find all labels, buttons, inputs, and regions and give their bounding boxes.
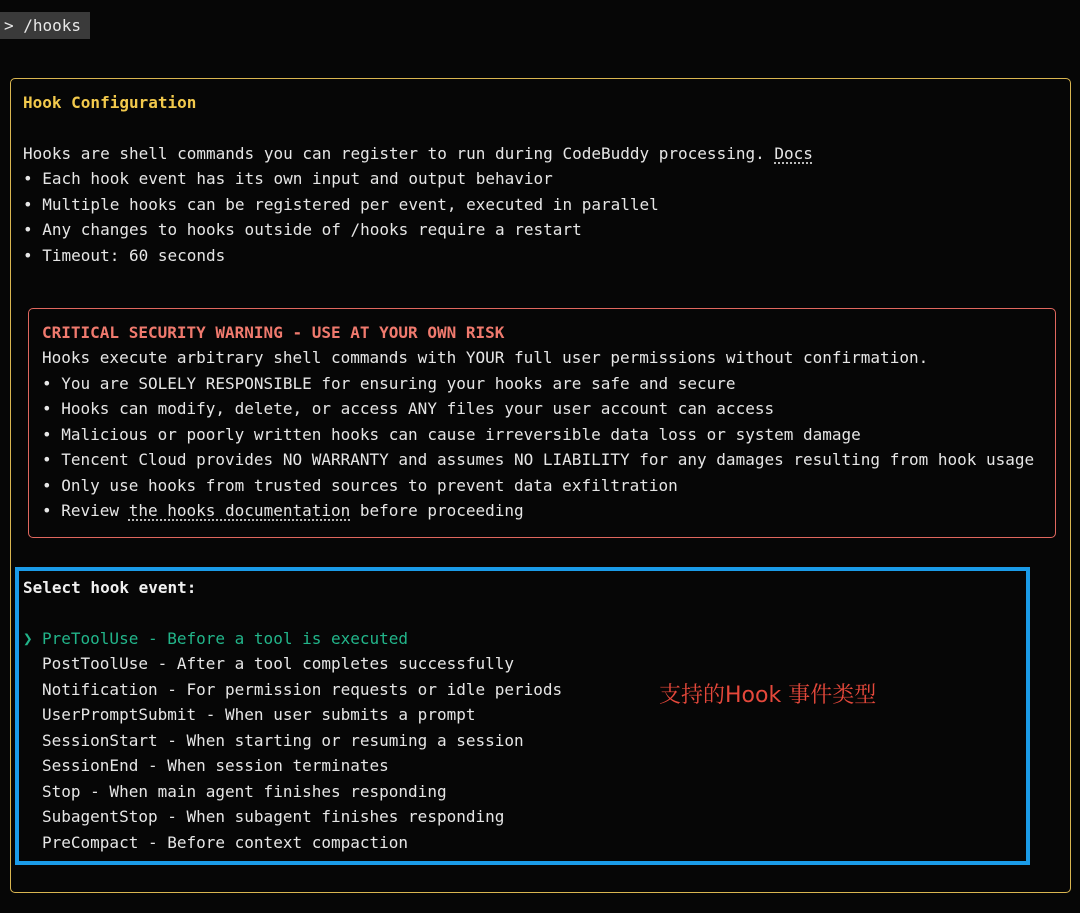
hook-option-userpromptsubmit[interactable]: UserPromptSubmit - When user submits a prompt	[42, 705, 476, 724]
review-suffix: before proceeding	[350, 501, 524, 520]
config-bullet: • Any changes to hooks outside of /hooks require a restart	[23, 220, 582, 239]
hook-option-precompact[interactable]: PreCompact - Before context compaction	[42, 833, 409, 852]
docs-link[interactable]: Docs	[774, 144, 813, 163]
hooks-documentation-link[interactable]: the hooks documentation	[128, 501, 351, 520]
warning-bullet: • Only use hooks from trusted sources to prevent data exfiltration	[42, 476, 678, 495]
config-bullet: • Timeout: 60 seconds	[23, 246, 226, 265]
hook-option-posttooluse[interactable]: PostToolUse - After a tool completes successfully	[42, 654, 515, 673]
warning-intro: Hooks execute arbitrary shell commands with YOUR full user permissions without confirmation.	[42, 348, 929, 367]
warning-bullet: • Hooks can modify, delete, or access ANY files your user account can access	[42, 399, 775, 418]
hook-option-sessionend[interactable]: SessionEnd - When session terminates	[42, 756, 389, 775]
hook-option-stop[interactable]: Stop - When main agent finishes responding	[42, 782, 447, 801]
hook-option-subagentstop[interactable]: SubagentStop - When subagent finishes responding	[42, 807, 505, 826]
warning-title: CRITICAL SECURITY WARNING - USE AT YOUR OWN RISK	[42, 323, 505, 342]
warning-bullet: • Malicious or poorly written hooks can cause irreversible data loss or system damage	[42, 425, 861, 444]
warning-review-line	[42, 500, 524, 522]
warning-bullet: • You are SOLELY RESPONSIBLE for ensuring your hooks are safe and secure	[42, 374, 736, 393]
select-heading: Select hook event:	[23, 578, 197, 597]
selection-cursor-icon: ❯	[23, 629, 33, 648]
hook-option-pretooluse[interactable]: PreToolUse - Before a tool is executed	[42, 629, 409, 648]
hook-option-sessionstart[interactable]: SessionStart - When starting or resuming a session	[42, 731, 524, 750]
review-prefix: • Review	[42, 501, 129, 520]
config-bullet: • Multiple hooks can be registered per event, executed in parallel	[23, 195, 659, 214]
config-intro-text: Hooks are shell commands you can register to run during CodeBuddy processing.	[23, 144, 775, 163]
warning-bullet: • Tencent Cloud provides NO WARRANTY and assumes NO LIABILITY for any damages resulting from hook usage	[42, 450, 1035, 469]
config-bullet: • Each hook event has its own input and output behavior	[23, 169, 553, 188]
config-intro	[23, 143, 813, 165]
annotation-label: 支持的Hook 事件类型	[659, 683, 877, 708]
config-title: Hook Configuration	[23, 93, 197, 112]
command-prompt: > /hooks	[0, 12, 90, 39]
hook-option-notification[interactable]: Notification - For permission requests or idle periods	[42, 680, 563, 699]
